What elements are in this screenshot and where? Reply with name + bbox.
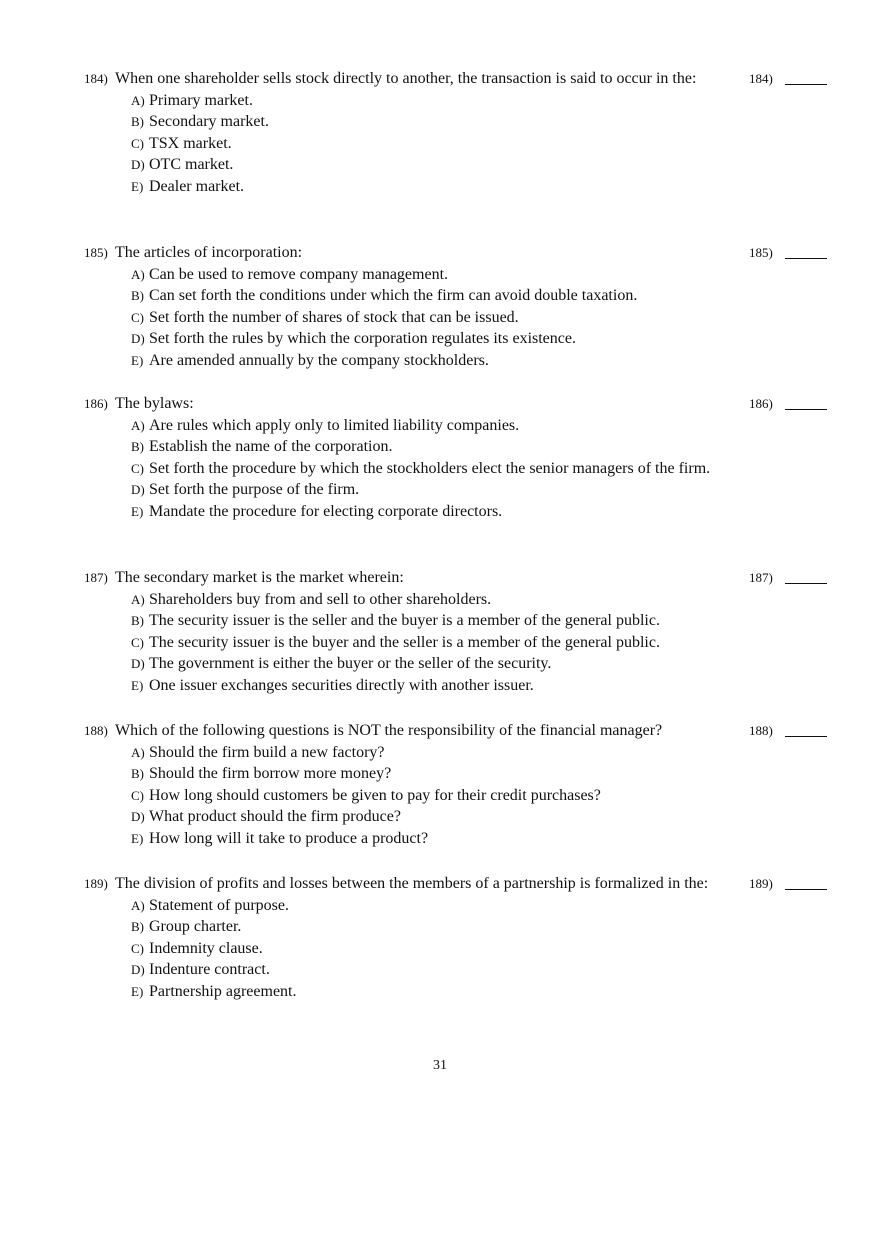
question-text: The secondary market is the market wherein:: [115, 569, 404, 586]
option-text: Can be used to remove company management.: [149, 265, 449, 283]
question-number: 188): [84, 723, 108, 738]
option-text: Dealer market.: [149, 177, 245, 195]
question-stem: [84, 68, 844, 90]
option-letter: C): [131, 309, 144, 325]
option-letter: C): [131, 135, 144, 151]
option-letter: A): [131, 266, 145, 282]
option-list: [84, 589, 844, 697]
option-letter: E): [131, 983, 144, 999]
option-text: TSX market.: [149, 134, 232, 152]
answer-blank[interactable]: [785, 889, 827, 890]
option-d: [131, 653, 739, 675]
question-188: [84, 720, 844, 850]
question-189: [84, 873, 844, 1003]
question-text: When one shareholder sells stock directly to another, the transaction is said to occur in the:: [115, 70, 697, 87]
option-c: [131, 133, 739, 155]
option-e: [131, 501, 739, 523]
option-text: Group charter.: [149, 918, 242, 936]
option-list: [84, 90, 844, 198]
option-b: [131, 436, 739, 458]
option-c: [131, 632, 739, 654]
answer-slot: [749, 567, 829, 589]
option-letter: A): [131, 744, 145, 760]
answer-number: 187): [749, 570, 773, 585]
option-text: The security issuer is the seller and the buyer is a member of the general public.: [149, 612, 660, 630]
question-stem: [84, 720, 844, 742]
option-d: [131, 328, 739, 350]
option-a: [131, 895, 739, 917]
option-letter: A): [131, 92, 145, 108]
question-185: [84, 242, 844, 372]
option-e: [131, 176, 739, 198]
option-text: Are rules which apply only to limited liability companies.: [149, 416, 520, 434]
answer-number: 184): [749, 71, 773, 86]
option-letter: B): [131, 439, 144, 455]
option-list: [84, 742, 844, 850]
option-text: Mandate the procedure for electing corporate directors.: [149, 502, 503, 520]
option-list: [84, 264, 844, 372]
option-c: [131, 458, 739, 480]
option-b: [131, 111, 739, 133]
option-list: [84, 895, 844, 1003]
option-text: Shareholders buy from and sell to other shareholders.: [149, 590, 492, 608]
option-letter: B): [131, 766, 144, 782]
question-number: 187): [84, 570, 108, 585]
option-letter: D): [131, 656, 145, 672]
option-letter: D): [131, 962, 145, 978]
option-c: [131, 938, 739, 960]
option-a: [131, 742, 739, 764]
option-b: [131, 285, 739, 307]
option-e: [131, 350, 739, 372]
option-text: Statement of purpose.: [149, 896, 289, 914]
answer-slot: [749, 68, 829, 90]
option-text: The security issuer is the buyer and the seller is a member of the general public.: [149, 633, 660, 651]
option-text: Set forth the procedure by which the stockholders elect the senior managers of the firm.: [149, 459, 711, 477]
question-number: 186): [84, 396, 108, 411]
option-text: Indenture contract.: [149, 961, 270, 979]
option-text: Set forth the purpose of the firm.: [149, 481, 360, 499]
question-stem: [84, 242, 844, 264]
question-186: [84, 393, 844, 523]
answer-slot: [749, 242, 829, 264]
question-text: Which of the following questions is NOT the responsibility of the financial manager?: [115, 722, 663, 739]
question-stem: [84, 393, 844, 415]
option-letter: A): [131, 897, 145, 913]
question-number: 184): [84, 71, 108, 86]
option-c: [131, 307, 739, 329]
option-text: Should the firm build a new factory?: [149, 743, 385, 761]
option-letter: C): [131, 787, 144, 803]
option-a: [131, 415, 739, 437]
option-text: One issuer exchanges securities directly with another issuer.: [149, 676, 534, 694]
option-text: Set forth the rules by which the corporation regulates its existence.: [149, 330, 576, 348]
option-list: [84, 415, 844, 523]
option-text: Indemnity clause.: [149, 939, 263, 957]
option-letter: D): [131, 157, 145, 173]
option-letter: E): [131, 503, 144, 519]
option-text: How long should customers be given to pay for their credit purchases?: [149, 786, 601, 804]
option-text: How long will it take to produce a product?: [149, 829, 429, 847]
option-text: What product should the firm produce?: [149, 808, 401, 826]
page-number: 31: [433, 1058, 447, 1073]
option-a: [131, 589, 739, 611]
option-letter: E): [131, 830, 144, 846]
answer-number: 185): [749, 245, 773, 260]
option-letter: B): [131, 288, 144, 304]
option-text: Partnership agreement.: [149, 982, 297, 1000]
answer-blank[interactable]: [785, 258, 827, 259]
question-text: The division of profits and losses between the members of a partnership is formalized in the:: [115, 875, 709, 892]
option-letter: C): [131, 940, 144, 956]
option-letter: B): [131, 919, 144, 935]
option-letter: A): [131, 417, 145, 433]
option-text: Primary market.: [149, 91, 253, 109]
answer-blank[interactable]: [785, 736, 827, 737]
option-letter: C): [131, 460, 144, 476]
option-b: [131, 916, 739, 938]
question-stem: [84, 873, 844, 895]
option-e: [131, 981, 739, 1003]
option-b: [131, 763, 739, 785]
option-d: [131, 806, 739, 828]
answer-blank[interactable]: [785, 84, 827, 85]
option-text: Should the firm borrow more money?: [149, 765, 392, 783]
option-letter: E): [131, 178, 144, 194]
option-text: Set forth the number of shares of stock that can be issued.: [149, 308, 519, 326]
answer-number: 189): [749, 876, 773, 891]
option-letter: D): [131, 331, 145, 347]
option-text: Secondary market.: [149, 113, 269, 131]
option-letter: D): [131, 809, 145, 825]
question-184: [84, 68, 844, 198]
option-letter: C): [131, 634, 144, 650]
option-letter: E): [131, 677, 144, 693]
option-a: [131, 90, 739, 112]
option-letter: D): [131, 482, 145, 498]
question-text: The bylaws:: [115, 395, 194, 412]
option-text: Are amended annually by the company stockholders.: [149, 351, 489, 369]
question-text: The articles of incorporation:: [115, 244, 303, 261]
option-c: [131, 785, 739, 807]
answer-number: 186): [749, 396, 773, 411]
option-d: [131, 959, 739, 981]
question-stem: [84, 567, 844, 589]
option-a: [131, 264, 739, 286]
option-text: The government is either the buyer or the seller of the security.: [149, 655, 552, 673]
answer-slot: [749, 393, 829, 415]
option-d: [131, 154, 739, 176]
option-text: OTC market.: [149, 156, 234, 174]
option-d: [131, 479, 739, 501]
question-number: 185): [84, 245, 108, 260]
answer-blank[interactable]: [785, 409, 827, 410]
option-e: [131, 675, 739, 697]
answer-slot: [749, 873, 829, 895]
option-text: Establish the name of the corporation.: [149, 438, 393, 456]
answer-blank[interactable]: [785, 583, 827, 584]
option-letter: B): [131, 613, 144, 629]
answer-number: 188): [749, 723, 773, 738]
option-letter: E): [131, 352, 144, 368]
question-number: 189): [84, 876, 108, 891]
question-187: [84, 567, 844, 697]
option-text: Can set forth the conditions under which the firm can avoid double taxation.: [149, 287, 638, 305]
answer-slot: [749, 720, 829, 742]
option-letter: A): [131, 591, 145, 607]
option-e: [131, 828, 739, 850]
option-letter: B): [131, 114, 144, 130]
option-b: [131, 610, 739, 632]
